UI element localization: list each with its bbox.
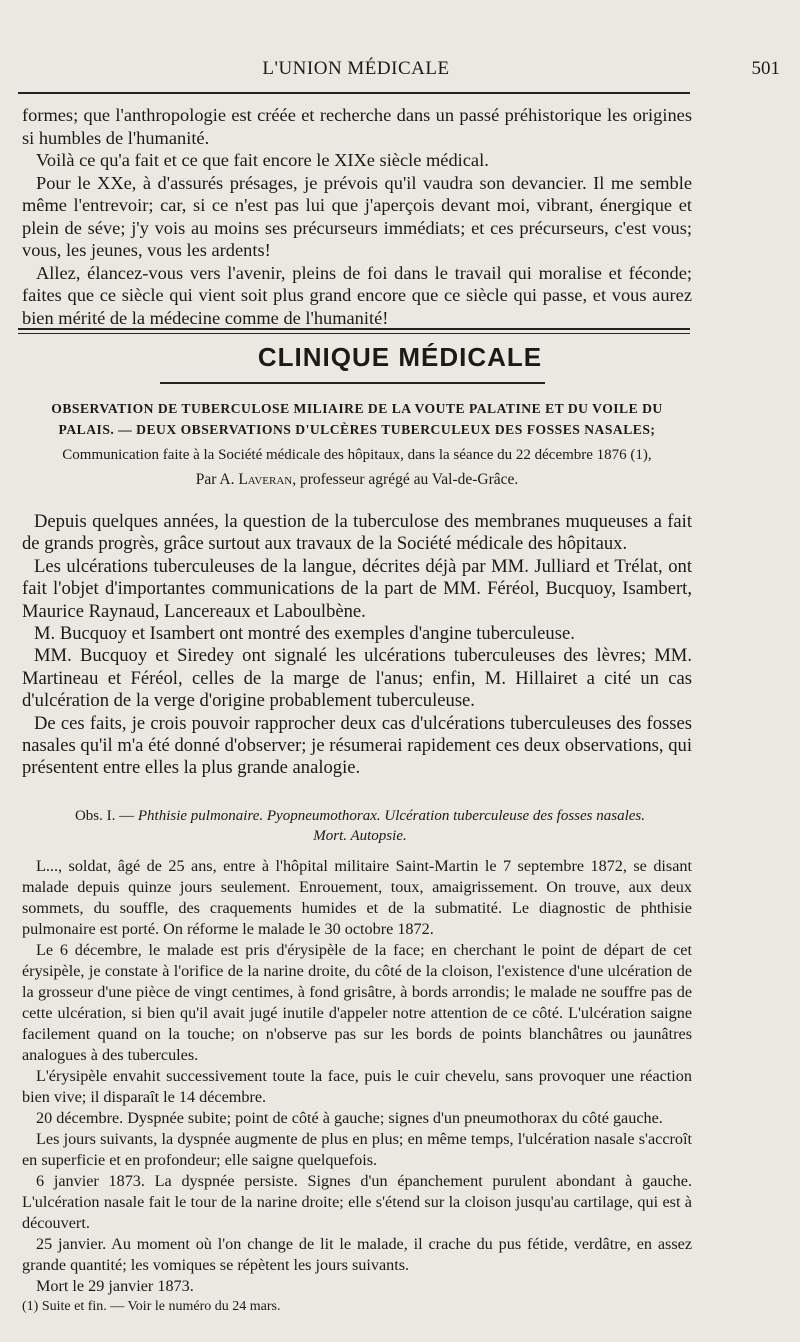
running-header: [22, 52, 780, 86]
observation-heading: [60, 806, 660, 846]
paragraph: Les ulcérations tuberculeuses de la langue, décrites déjà par MM. Julliard et Trélat, ont fait l'objet d'importantes communications de la part de MM. Féréol, Bucquoy, Isambert, Maurice Raynaud, Lancereaux et Laboulbène.: [22, 555, 692, 622]
paragraph: 20 décembre. Dyspnée subite; point de côté à gauche; signes d'un pneumothorax du côté gauche.: [36, 1109, 663, 1127]
paragraph: Voilà ce qu'a fait et ce que fait encore le XIXe siècle médical.: [36, 150, 489, 170]
communication-note: Communication faite à la Société médicale des hôpitaux, dans la séance du 22 décembre 1876 (1),: [62, 447, 652, 463]
article-body: [22, 511, 692, 780]
section-title: CLINIQUE MÉDICALE: [257, 342, 543, 372]
paragraph: Mort le 29 janvier 1873.: [36, 1277, 194, 1295]
author-line: [22, 469, 692, 491]
author-suffix: , professeur agrégé au Val-de-Grâce.: [292, 471, 519, 488]
paragraph: De ces faits, je crois pouvoir rapprocher deux cas d'ulcérations tuberculeuses des fosses nasales qu'il m'a été donné d'observer; je résumerai rapidement ces deux observations, qui présentent entre elles la plus grande analogie.: [22, 712, 692, 779]
observation-text: [22, 856, 692, 1297]
footnote: (1) Suite et fin. — Voir le numéro du 24 mars.: [22, 1299, 281, 1314]
closing-speech: [22, 104, 692, 329]
article-heading: [22, 398, 692, 491]
page-number: 501: [751, 58, 780, 79]
header-rule: [18, 92, 690, 94]
paragraph: Depuis quelques années, la question de la tuberculose des membranes muqueuses a fait de grands progrès, grâce surtout aux travaux de la Société médicale des hôpitaux.: [22, 511, 692, 555]
paragraph: Le 6 décembre, le malade est pris d'érysipèle de la face; en cherchant le point de départ de cet érysipèle, je constate à l'orifice de la narine droite, du côté de la cloison, l'existence d'une ulcération de la grosseur d'une pièce de vingt centimes, à fond grisâtre, à bords arrondis; le malade ne souffre pas de cette ulcération, si bien qu'il avait jugé inutile d'appeler notre attention de ce côté. L'ulcération saigne facilement quand on la touche; on n'observe pas sur les bords de points blanchâtres ou jaunâtres analogues à des tubercules.: [22, 941, 692, 1064]
author-prefix: Par A.: [195, 471, 239, 488]
paragraph: Pour le XXe, à d'assurés présages, je prévois qu'il vaudra son devancier. Il me semble même l'entrevoir; car, si ce n'est pas lui que j'aperçois devant moi, vibrant, énergique et plein de séve; j'y vois au moins ses précurseurs immédiats; et ces précurseurs, c'est vous; vous, les jeunes, vous les ardents!: [22, 172, 692, 260]
journal-title: L'UNION MÉDICALE: [262, 58, 450, 79]
paragraph: L'érysipèle envahit successivement toute la face, puis le cuir chevelu, sans provoquer une réaction bien vive; il disparaît le 14 décembre.: [22, 1067, 692, 1106]
observation-title: [60, 806, 660, 846]
paragraph: M. Bucquoy et Isambert ont montré des exemples d'angine tuberculeuse.: [34, 623, 575, 645]
paragraph: Les jours suivants, la dyspnée augmente de plus en plus; en même temps, l'ulcération nasale s'accroît en superficie et en profondeur; elle saigne quelquefois.: [22, 1130, 692, 1169]
article-title: OBSERVATION DE TUBERCULOSE MILIAIRE DE LA VOUTE PALATINE ET DU VOILE DU PALAIS. — DEUX OBSERVATIONS D'ULCÈRES TUBERCULEUX DES FOSSES NASALES;: [51, 401, 663, 437]
paragraph: L..., soldat, âgé de 25 ans, entre à l'hôpital militaire Saint-Martin le 7 septembre 1872, se disant malade depuis quinze jours seulement. Enrouement, toux, amaigrissement. On trouve, aux deux sommets, du souffle, des craquements humides et de la submatité. Le diagnostic de phthisie pulmonaire est porté. On réforme le malade le 30 octobre 1872.: [22, 857, 692, 938]
paragraph: MM. Bucquoy et Siredey ont signalé les ulcérations tuberculeuses des lèvres; MM. Martineau et Féréol, celles de la marge de l'anus; enfin, M. Hillairet a cité un cas d'ulcération de la verge d'origine probablement tuberculeuse.: [22, 645, 692, 712]
observation-label: Obs. I. —: [74, 808, 138, 824]
observation-subject: Phthisie pulmonaire. Pyopneumothorax. Ulcération tuberculeuse des fosses nasales. Mort. Autopsie.: [137, 808, 646, 844]
author-name: Laveran: [238, 471, 293, 488]
section-title-underline: [160, 382, 545, 384]
section-rule-bottom: [18, 333, 690, 334]
section-rule-top: [18, 328, 690, 330]
paragraph: formes; que l'anthropologie est créée et recherche dans un passé préhistorique les origines si humbles de l'humanité.: [22, 105, 692, 148]
paragraph: 25 janvier. Au moment où l'on change de lit le malade, il crache du pus fétide, verdâtre, en assez grande quantité; les vomiques se répètent les jours suivants.: [22, 1235, 692, 1274]
paragraph: Allez, élancez-vous vers l'avenir, pleins de foi dans le travail qui moralise et féconde; faites que ce siècle qui vient soit plus grand encore que ce siècle qui passe, et vous aurez bien mérité de la médecine comme de l'humanité!: [22, 262, 692, 328]
paragraph: 6 janvier 1873. La dyspnée persiste. Signes d'un épanchement purulent abondant à gauche. L'ulcération nasale fait le tour de la narine droite; elle s'étend sur la cloison jusqu'au cartilage, qui est à découvert.: [22, 1172, 692, 1232]
